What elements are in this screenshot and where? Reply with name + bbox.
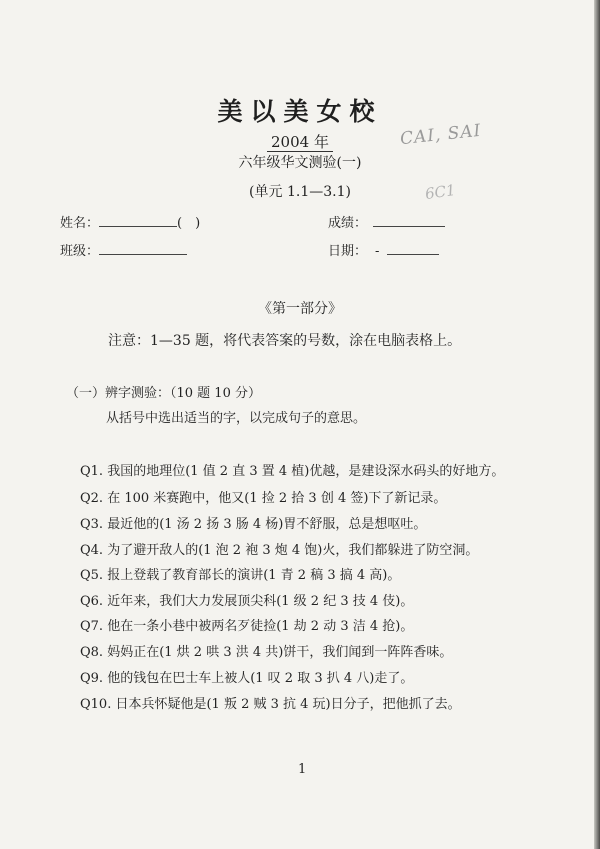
section-heading: （一）辨字测验：（10 题 10 分） xyxy=(66,386,261,401)
score-label: 成绩： xyxy=(328,216,368,231)
name-label: 姓名： xyxy=(60,216,100,231)
date-label: 日期： xyxy=(328,244,368,259)
question-9: Q9. 他的钱包在巴士车上被人(1 叹 2 取 3 扒 4 八)走了。 xyxy=(80,671,414,686)
name-field xyxy=(60,212,200,231)
class-blank-line xyxy=(99,242,187,255)
test-units: (单元 1.1—3.1) xyxy=(249,184,351,200)
date-blank-line xyxy=(387,242,439,255)
question-6: Q6. 近年来，我们大力发展顶尖科(1 级 2 纪 3 技 4 伎)。 xyxy=(80,594,414,609)
date-field xyxy=(328,240,439,259)
exam-year-text: 2004 年 xyxy=(267,133,333,152)
class-field xyxy=(60,240,187,259)
question-5: Q5. 报上登载了教育部长的演讲(1 青 2 稿 3 搞 4 高)。 xyxy=(80,568,401,583)
question-3: Q3. 最近他的(1 汤 2 扬 3 肠 4 杨)胃不舒服，总是想呕吐。 xyxy=(80,517,427,532)
question-4: Q4. 为了避开敌人的(1 泡 2 袍 3 炮 4 饱)火，我们都躲进了防空洞。 xyxy=(80,543,479,558)
part-title: 《第一部分》 xyxy=(258,301,342,317)
section-instruction: 从括号中选出适当的字，以完成句子的意思。 xyxy=(106,411,367,426)
name-blank-line xyxy=(99,214,177,227)
class-label: 班级： xyxy=(60,244,100,259)
question-7: Q7. 他在一条小巷中被两名歹徒捡(1 劫 2 动 3 洁 4 抢)。 xyxy=(80,619,414,634)
school-name: 美以美女校 xyxy=(217,97,383,126)
part-notice: 注意：1—35 题，将代表答案的号数，涂在电脑表格上。 xyxy=(108,333,462,349)
question-8: Q8. 妈妈正在(1 烘 2 哄 3 洪 4 共)饼干，我们闻到一阵阵香味。 xyxy=(80,645,453,660)
question-1: Q1. 我国的地理位(1 值 2 直 3 置 4 植)优越，是建设深水码头的好地方。 xyxy=(80,464,505,479)
name-paren: ( ) xyxy=(177,216,201,231)
question-2: Q2. 在 100 米赛跑中，他又(1 捡 2 拾 3 创 4 签)下了新记录。 xyxy=(80,491,447,506)
score-field xyxy=(328,212,445,231)
test-title: 六年级华文测验(一) xyxy=(238,155,362,171)
question-10: Q10. 日本兵怀疑他是(1 叛 2 贼 3 抗 4 玩)日分子，把他抓了去。 xyxy=(80,697,461,712)
page-number: 1 xyxy=(298,762,307,777)
date-dash: - xyxy=(375,244,380,259)
handwritten-class: 6C1 xyxy=(423,180,457,204)
exam-year xyxy=(0,131,600,152)
handwritten-student-name: CAI, SAI xyxy=(399,120,483,150)
score-blank-line xyxy=(373,214,445,227)
